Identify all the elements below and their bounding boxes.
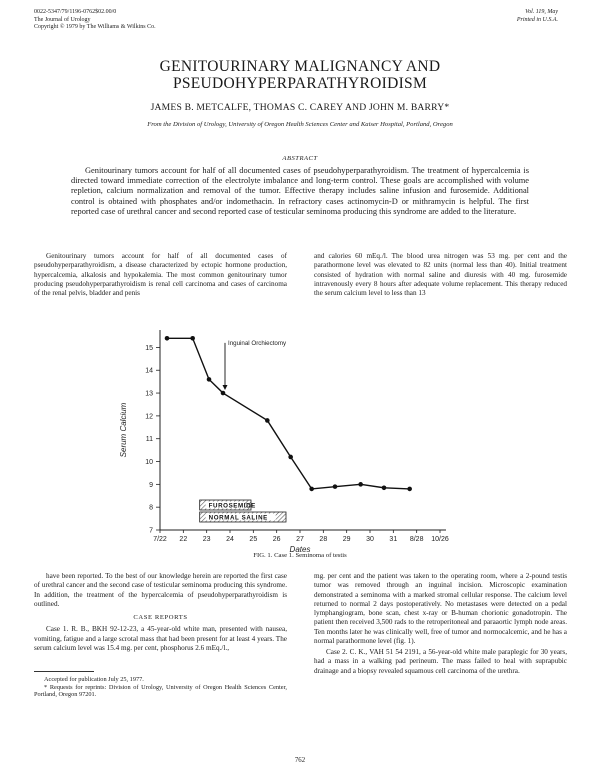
x-tick-label: 25 [249,536,258,543]
title-line-1: GENITOURINARY MALIGNANCY AND [159,58,441,75]
journal-header [34,9,274,32]
x-axis-label: Dates [289,545,311,554]
header-copyright: Copyright © 1979 by The Williams & Wilkins Co. [34,24,156,30]
data-point [165,336,170,341]
x-tick-label: 28 [319,536,328,543]
abstract-text: Genitourinary tumors account for half of all documented cases of pseudohyperparathyroidism. The treatment of hypercalcemia is directed toward immediate correction of the electrolyte imbalance and long-term control. These goals are accomplished with volume repletion, calcium normalization and removal of the tumor. Effective therapy includes saline infusion and furosemide. Additional control is obtained with phosphates and/or indomethacin. In refractory cases actinomycin-D or mithramycin is helpful. The first reported case of urethral cancer and second reported case of testicular seminoma producing this syndrome are added to the literature. [71,166,529,216]
data-point [288,455,293,460]
data-point [333,484,338,489]
x-tick-label: 31 [389,536,398,543]
lower-left-column [34,572,287,699]
data-point [221,391,226,396]
x-tick-label: 10/26 [431,536,449,543]
y-tick-label: 8 [149,504,153,512]
x-tick-label: 22 [179,536,188,543]
y-tick-label: 13 [145,390,153,398]
intro-right-column: and calories 60 mEq./l. The blood urea nitrogen was 53 mg. per cent and the parathormone level was elevated to 82 units (normal less than 40). Initial treatment consisted of hydration with normal saline and diuresis with 40 mg. furosemide intravenously every 8 hours after adequate volume replacement. This therapy reduced the serum calcium level to less than 13 [314,252,567,297]
footnote-accepted: Accepted for publication July 25, 1977. [44,676,144,683]
header-volume: Vol. 119, May [525,9,558,15]
figure-1 [110,320,560,554]
intro-left-column: Genitourinary tumors account for half of all documented cases of pseudohyperparathyroidism, a disease characterized by ectopic hormone production, hypercalcemia, alkalosis and hypokalemia. The most common genitourinary tumor producing pseudohyperparathyroidism is renal cell carcinoma and cases of carcinoma of the renal pelvis, bladder and penis [34,252,287,297]
article-title [0,58,600,92]
therapy-bar-label: NORMAL SALINE [208,514,268,522]
annotation-label: Inguinal Orchiectomy [228,339,287,347]
figure-caption: FIG. 1. Case 1. Seminoma of testis [253,552,347,559]
header-printed: Printed in U.S.A. [516,16,558,23]
footnote-reprints: * Requests for reprints: Division of Urology, University of Oregon Health Sciences Center, Portland, Oregon 97201. [34,683,287,699]
x-tick-label: 30 [366,536,374,543]
y-tick-label: 14 [145,367,153,375]
x-tick-label: 26 [272,536,281,543]
lower-right-column [314,572,567,678]
paragraph: Case 1. R. B., BKH 92-12-23, a 45-year-old white man, presented with nausea, vomiting, fatigue and a large scrotal mass that had been present for at least 4 years. The serum calcium level was 15.4 mg. per cent, phosphorus 2.6 mEq./l., [34,625,287,652]
title-line-2: PSEUDOHYPERPARATHYROIDISM [172,75,428,92]
y-tick-label: 7 [149,527,153,535]
x-tick-label: 27 [296,536,304,543]
page-number: 762 [294,757,306,764]
chart-annotations [223,340,288,390]
paragraph: mg. per cent and the patient was taken to the operating room, where a 2-pound testis tumor was removed through an inguinal incision. Microscopic examination demonstrated a seminoma with a marked stromal cellular response. The calcium level returned to normal 2 days postoperatively. No metastases were detected on a pedal lymphangiogram, bone scan, chest x-ray or B-human chorionic gonadotropin. The patient then received 3,500 rads to the retroperitoneal and paraaortic lymph node areas. Ten months later he was clinically well, free of tumor and normocalcemic, and he has a normal parathormone level (fig. 1). [314,572,567,645]
authors: JAMES B. METCALFE, THOMAS C. CAREY AND JOHN M. BARRY* [150,102,450,113]
y-axis-label: Serum Calcium [119,402,128,458]
data-point [382,485,387,490]
paragraph: Case 2. C. K., VAH 51 54 2191, a 56-year-old white male paraplegic for 30 years, had a mass in a walking pad perineum. The mass failed to heal with suprapubic drainage and a biopsy revealed squamous cell carcinoma of the urethra. [314,648,567,675]
affiliation: From the Division of Urology, University of Oregon Health Sciences Center and Kaiser Hospital, Portland, Oregon [147,121,453,128]
abstract-heading: ABSTRACT [282,155,318,162]
header-issn: 0022-5347/79/1196-0762$02.00/0 [34,9,117,15]
x-tick-label: 7/22 [153,536,167,543]
y-tick-label: 12 [145,413,153,421]
series-line [167,338,410,489]
x-tick-label: 23 [202,536,211,543]
data-point [309,487,314,492]
data-point [407,487,412,492]
y-tick-label: 11 [145,436,153,444]
series-points [165,336,412,491]
data-point [190,336,195,341]
volume-header [418,9,558,24]
y-tick-label: 15 [145,344,153,352]
paragraph: have been reported. To the best of our knowledge herein are reported the first case of urethral cancer and the second case of testicular seminoma producing this syndrome. In addition, the treatment of the hypercalcemia of pseudohyperparathyroidism is outlined. [34,572,287,608]
header-journal: The Journal of Urology [34,16,91,23]
y-tick-label: 9 [149,481,153,489]
therapy-bars [200,500,286,522]
footnote-divider [34,671,94,672]
x-tick-label: 8/28 [409,536,424,543]
data-point [358,482,363,487]
calcium-chart [110,320,560,554]
chart-ticks [145,345,449,543]
y-tick-label: 10 [145,459,153,467]
annotation-arrowhead [223,385,228,390]
section-heading: CASE REPORTS [133,614,188,621]
data-point [265,418,270,423]
x-tick-label: 24 [226,536,234,543]
data-point [207,377,212,382]
series-polyline [167,338,410,489]
x-tick-label: 29 [342,536,351,543]
therapy-bar-label: FUROSEMIDE [208,502,256,510]
